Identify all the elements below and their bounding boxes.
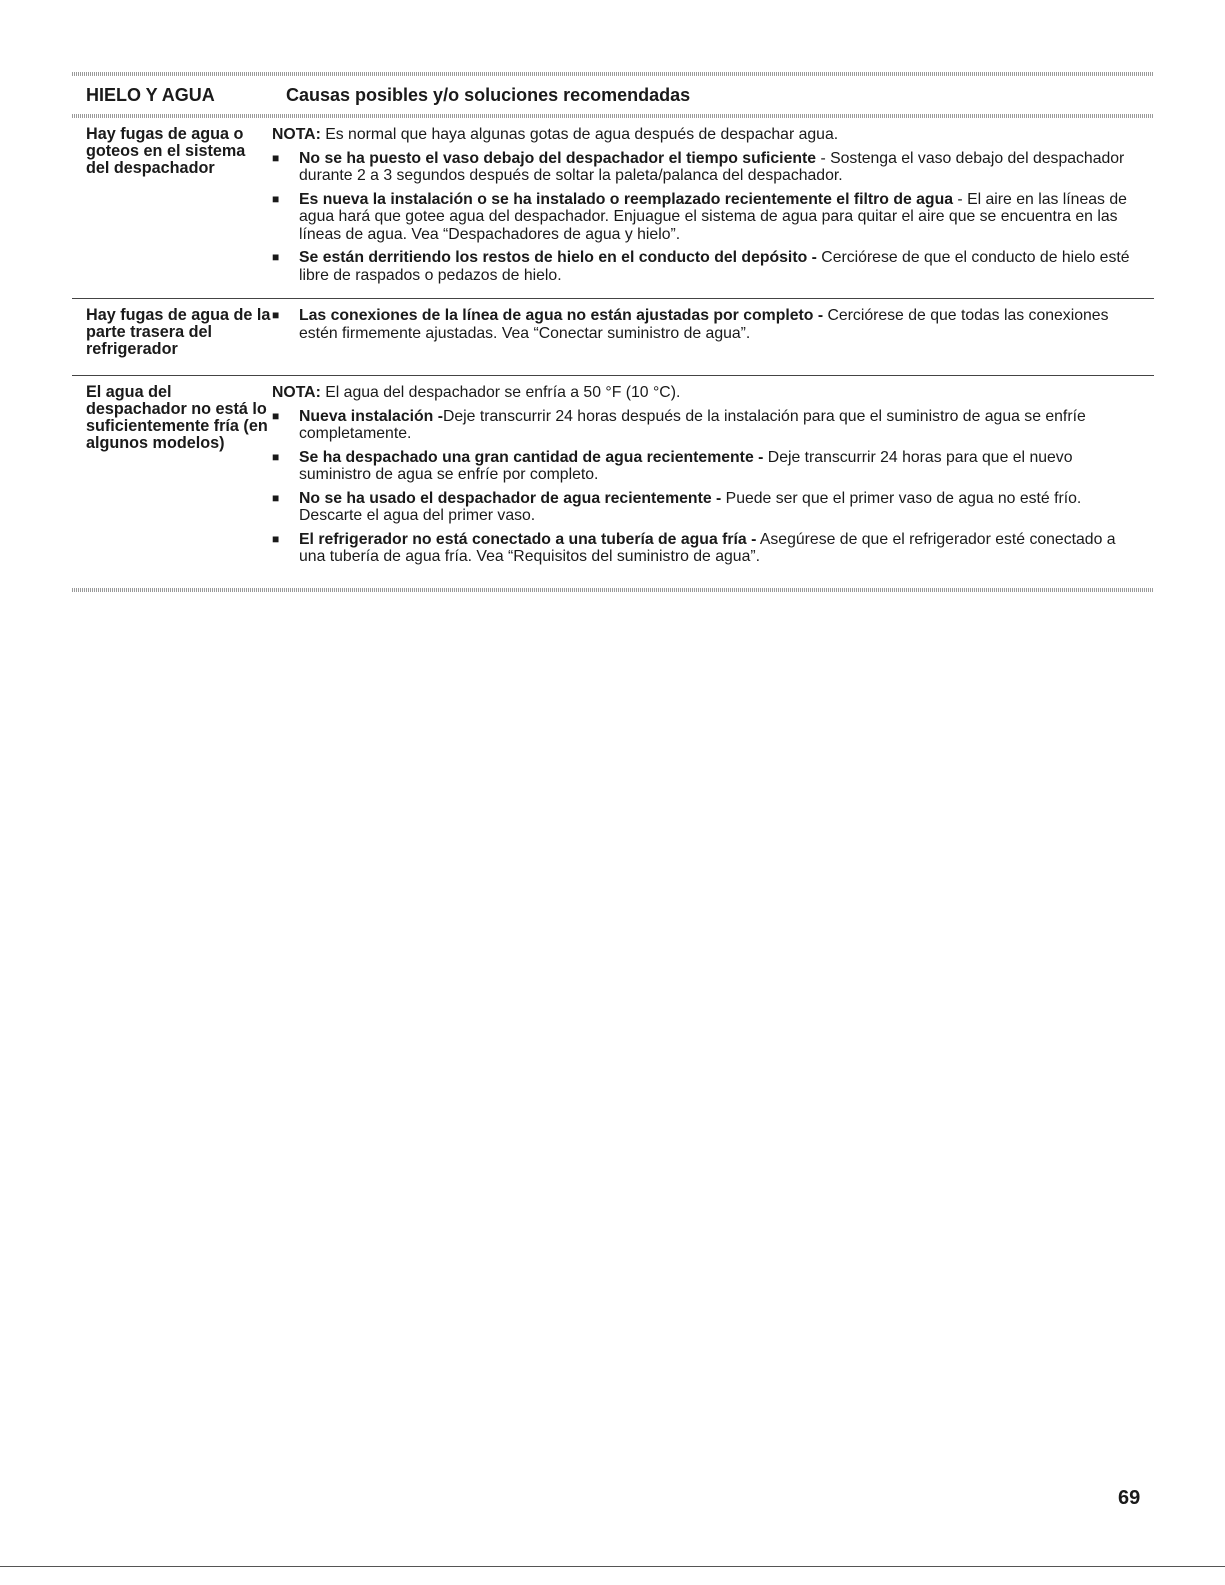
table-row — [72, 298, 1154, 375]
list-item — [272, 449, 1140, 484]
solution-text: Cerciórese de que el conducto de hielo esté libre de raspados o pedazos de hielo. — [299, 249, 1130, 284]
cause-text: Nueva instalación - — [299, 407, 443, 425]
solutions-cell — [272, 307, 1154, 375]
note — [272, 384, 1140, 402]
table-row — [72, 118, 1154, 298]
list-item — [272, 249, 1140, 284]
cause-text: No se ha usado el despachador de agua recientemente - — [299, 489, 722, 507]
cause-text: Se están derritiendo los restos de hielo en el conducto del depósito - — [299, 249, 817, 266]
note-text: Es normal que haya algunas gotas de agua después de despachar agua. — [320, 126, 839, 143]
problem-label: Hay fugas de agua de la parte trasera del refrigerador — [86, 306, 271, 358]
problem-label: El agua del despachador no está lo suficientemente fría (en algunos modelos) — [86, 383, 268, 452]
square-bullet-icon: ■ — [272, 250, 280, 264]
troubleshooting-table — [72, 72, 1154, 592]
cause-text: Las conexiones de la línea de agua no están ajustadas por completo - — [299, 307, 824, 324]
note-label: NOTA: — [272, 384, 321, 401]
note-text: El agua del despachador se enfría a 50 °F (10 °C). — [320, 384, 681, 401]
list-item — [272, 531, 1140, 566]
list-item — [272, 191, 1140, 244]
list-item — [272, 307, 1140, 342]
solution-text: Puede ser que el primer vaso de agua no esté frío. Descarte el agua del primer vaso. — [299, 489, 1082, 524]
cause-text: Se ha despachado una gran cantidad de agua recientemente - — [299, 448, 764, 466]
bottom-dotted-rule — [72, 588, 1154, 592]
square-bullet-icon: ■ — [272, 490, 280, 505]
header-solutions: Causas posibles y/o soluciones recomendadas — [286, 84, 691, 105]
square-bullet-icon: ■ — [272, 531, 280, 546]
solution-text: Asegúrese de que el refrigerador esté conectado a una tubería de agua fría. Vea “Requisitos del suministro de agua”. — [299, 530, 1116, 565]
cause-text: No se ha puesto el vaso debajo del despachador el tiempo suficiente — [299, 149, 817, 167]
square-bullet-icon: ■ — [272, 191, 280, 206]
square-bullet-icon: ■ — [272, 449, 280, 464]
list-item — [272, 490, 1140, 525]
solution-text: Deje transcurrir 24 horas después de la instalación para que el suministro de agua se enfríe completamente. — [299, 407, 1086, 442]
square-bullet-icon: ■ — [272, 308, 280, 322]
solution-text: - Sostenga el vaso debajo del despachador durante 2 a 3 segundos después de soltar la paleta/palanca del despachador. — [299, 149, 1125, 184]
solution-text: Cerciórese de que todas las conexiones estén firmemente ajustadas. Vea “Conectar suministro de agua”. — [299, 307, 1109, 342]
page-bottom-rule — [0, 1566, 1225, 1567]
problem-label: Hay fugas de agua o goteos en el sistema del despachador — [86, 125, 246, 177]
header-category: HIELO Y AGUA — [86, 84, 215, 105]
page-number: 69 — [1118, 1487, 1141, 1509]
note-label: NOTA: — [272, 126, 321, 143]
list-item — [272, 150, 1140, 185]
table-header — [72, 76, 1154, 114]
cause-text: Es nueva la instalación o se ha instalado o reemplazado recientemente el filtro de agua — [299, 190, 954, 208]
note — [272, 126, 1140, 144]
square-bullet-icon: ■ — [272, 408, 280, 423]
solution-text: Deje transcurrir 24 horas para que el nuevo suministro de agua se enfríe por completo. — [299, 448, 1073, 483]
list-item — [272, 408, 1140, 443]
table-row — [72, 375, 1154, 588]
square-bullet-icon: ■ — [272, 150, 280, 165]
solutions-cell — [272, 126, 1154, 298]
solution-text: - El aire en las líneas de agua hará que gotee agua del despachador. Enjuague el sistema de agua para quitar el aire que se encuentra en las líneas de agua. Vea “Despachadores de agua y hielo”. — [299, 190, 1127, 243]
solutions-cell — [272, 384, 1154, 588]
cause-text: El refrigerador no está conectado a una tubería de agua fría - — [299, 530, 757, 548]
